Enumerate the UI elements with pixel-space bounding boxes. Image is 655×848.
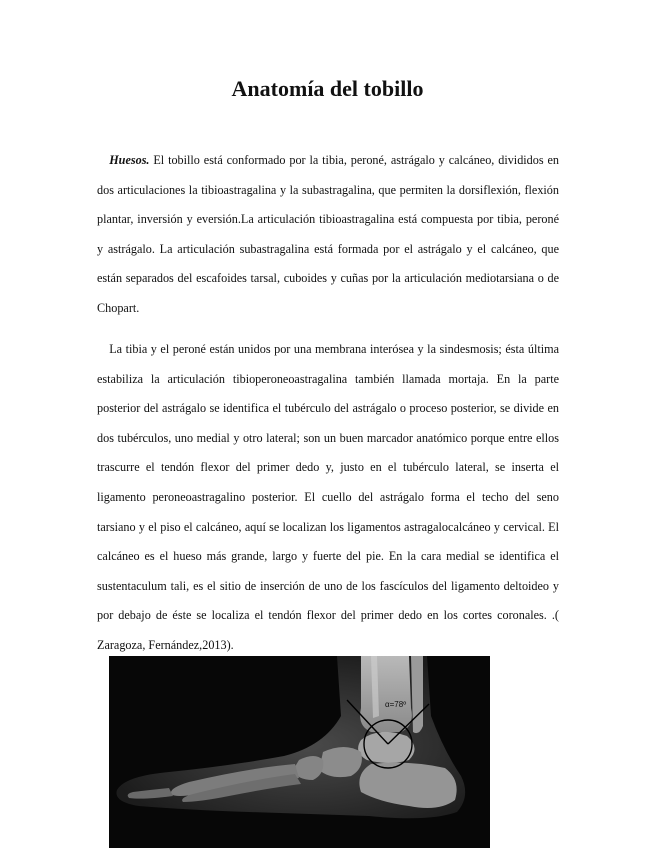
talus-bone <box>358 732 414 763</box>
fibula-bone <box>411 656 423 733</box>
ankle-xray-figure <box>109 656 490 848</box>
xray-image <box>109 656 490 848</box>
paragraph-ligaments <box>97 335 559 661</box>
paragraph-body: El tobillo está conformado por la tibia, peroné, astrágalo y calcáneo, divididos en dos articulaciones la tibioastragalina y la subastragalina, que permiten la dorsiflexión, flexión plantar, inversión y eversión.La articulación tibioastragalina está compuesta por tibia, peroné y astrágalo. La articulación subastragalina está formada por el astrágalo y el calcáneo, que están separados del escafoides tarsal, cuboides y cuñas por la articulación mediotarsiana o de Chopart. <box>97 153 559 315</box>
angle-label: α=78º <box>385 700 407 709</box>
paragraph-bones <box>97 146 559 324</box>
paragraph-body: La tibia y el peroné están unidos por una membrana interósea y la sindesmosis; ésta última estabiliza la articulación tibioperoneoastragalina también llamada mortaja. En la parte posterior del astrágalo se identifica el tubérculo del astrágalo o proceso posterior, se divide en dos tubérculos, uno medial y otro lateral; son un buen marcador anatómico porque entre ellos trascurre el tendón flexor del primer dedo y, justo en el tubérculo lateral, se inserta el ligamento peroneoastragalino posterior. El cuello del astrágalo forma el techo del seno tarsiano y el piso el calcáneo, aquí se localizan los ligamentos astragalocalcáneo y cervical. El calcáneo es el hueso más grande, largo y fuerte del pie. En la cara medial se identifica el sustentaculum tali, es el sitio de inserción de uno de los fascículos del ligamento deltoideo y por debajo de éste se localiza el tendón flexor del primer dedo en los cortes coronales. .( Zaragoza, Fernández,2013). <box>97 342 559 652</box>
page-title: Anatomía del tobillo <box>231 76 424 101</box>
paragraph-lead: Huesos. <box>109 153 150 167</box>
